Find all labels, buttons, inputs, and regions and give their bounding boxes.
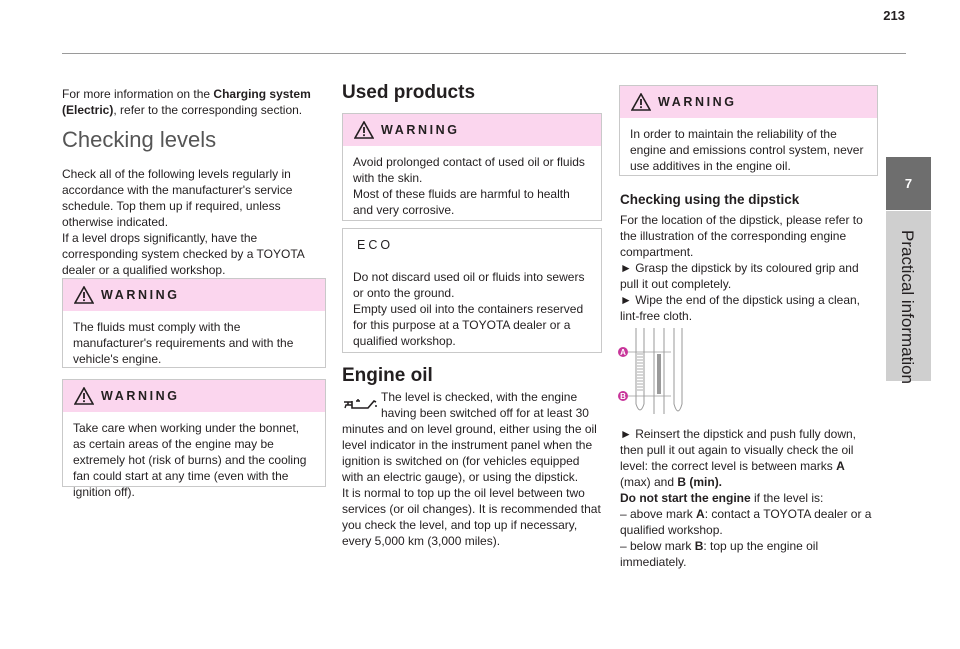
mark-b-label: B: [620, 392, 626, 401]
warning-text: The fluids must comply with the manufacturer's requirements and with the vehicle's engine.: [73, 320, 294, 366]
dipstick-diagram: [615, 326, 695, 418]
warning-label: WARNING: [658, 95, 737, 109]
below-mark: B: [694, 539, 704, 553]
checking-levels-body: Check all of the following levels regularly in accordance with the manufacturer's service schedule. Top them up if required, unless otherwise indicated. If a level drops significantly, have the corresponding system checked by a TOYOTA dealer or a qualified workshop.: [62, 167, 305, 277]
engine-oil-first-lines: The level is checked, with the engine having been switched off for at least 30: [381, 390, 589, 420]
chapter-number-tab: 7: [886, 157, 931, 210]
used-products-heading: Used products: [342, 82, 476, 103]
warning-header: [343, 114, 601, 146]
above-text-part: – above mark: [620, 507, 697, 521]
warning-box-fluids: [62, 278, 326, 368]
eco-text: Do not discard used oil or fluids into sewers or onto the ground. Empty used oil into the containers reserved for this purpose at a TOYOTA dealer or a qualified workshop.: [353, 270, 585, 348]
below-text-part: – below mark: [620, 539, 695, 553]
dipstick-heading: Checking using the dipstick: [620, 192, 800, 207]
page-number: 213: [883, 8, 905, 23]
mark-a-label: A: [620, 348, 626, 357]
warning-box-used-oil: [342, 113, 602, 221]
below-text-part: : top up the engine oil immediately.: [620, 539, 819, 569]
warning-triangle-icon: [74, 387, 94, 405]
intro-text-end: , refer to the corresponding section.: [113, 103, 303, 117]
checking-levels-heading: Checking levels: [62, 127, 217, 152]
engine-oil-text: minutes and on level ground, either using the oil level indicator in the instrument panel when the ignition is switched on (for vehicles equipped with an electric gauge), or using the dipstick. It is normal to top up the oil level between two services (or oil changes). It is recommended that you check the level, and top up if necessary, every 5,000 km (3,000 miles).: [342, 422, 601, 548]
do-not-start-bold: Do not start the engine: [620, 491, 751, 505]
warning-triangle-icon: [354, 121, 374, 139]
warning-header: [63, 279, 325, 311]
reinsert-mark-b: B (min).: [677, 475, 723, 489]
do-not-start-rest: if the level is:: [750, 491, 824, 505]
header-divider: [62, 53, 906, 54]
oil-can-icon: [343, 396, 377, 414]
warning-header: [620, 86, 877, 118]
column-1: [62, 86, 330, 118]
reinsert-mark-a: A: [836, 459, 845, 473]
reinsert-text: [620, 426, 872, 490]
warning-text: Take care when working under the bonnet, as certain areas of the engine may be extremely hot (risk of burns) and the cooling fan could start at any time (even with the ignition off).: [73, 421, 307, 499]
eco-header: [343, 229, 601, 261]
warning-triangle-icon: [631, 93, 651, 111]
warning-box-bonnet: [62, 379, 326, 499]
eco-box: [342, 228, 602, 353]
chapter-title: Practical information: [898, 230, 917, 385]
engine-oil-heading: Engine oil: [342, 365, 433, 386]
below-mark-text: [620, 538, 872, 570]
reinsert-text-part: (max) and: [620, 475, 678, 489]
warning-text: In order to maintain the reliability of the engine and emissions control system, never use additives in the engine oil.: [630, 127, 864, 173]
do-not-start-text: [620, 490, 872, 506]
warning-label: WARNING: [381, 123, 460, 137]
warning-box-additives: [619, 85, 878, 176]
warning-triangle-icon: [74, 286, 94, 304]
reinsert-text-part: ► Reinsert the dipstick and push fully down, then pull it out again to visually check the oil level: the correct level is between marks: [620, 427, 856, 473]
intro-bold: Charging system (Electric): [62, 87, 311, 117]
eco-label: ECO: [357, 238, 394, 252]
warning-label: WARNING: [101, 389, 180, 403]
warning-label: WARNING: [101, 288, 180, 302]
warning-text: Avoid prolonged contact of used oil or fluids with the skin. Most of these fluids are harmful to health and very corrosive.: [353, 155, 585, 217]
dipstick-text: For the location of the dipstick, please refer to the illustration of the corresponding engine compartment. ► Grasp the dipstick by its coloured grip and pull it out completely. ► Wipe the end of the dipstick using a clean, lint-free cloth.: [620, 213, 863, 323]
warning-header: [63, 380, 325, 412]
intro-text: For more information on the: [62, 87, 214, 101]
above-text-part: : contact a TOYOTA dealer or a qualified workshop.: [620, 507, 872, 537]
above-mark: A: [696, 507, 705, 521]
charging-intro: [62, 86, 330, 118]
above-mark-text: [620, 506, 872, 538]
